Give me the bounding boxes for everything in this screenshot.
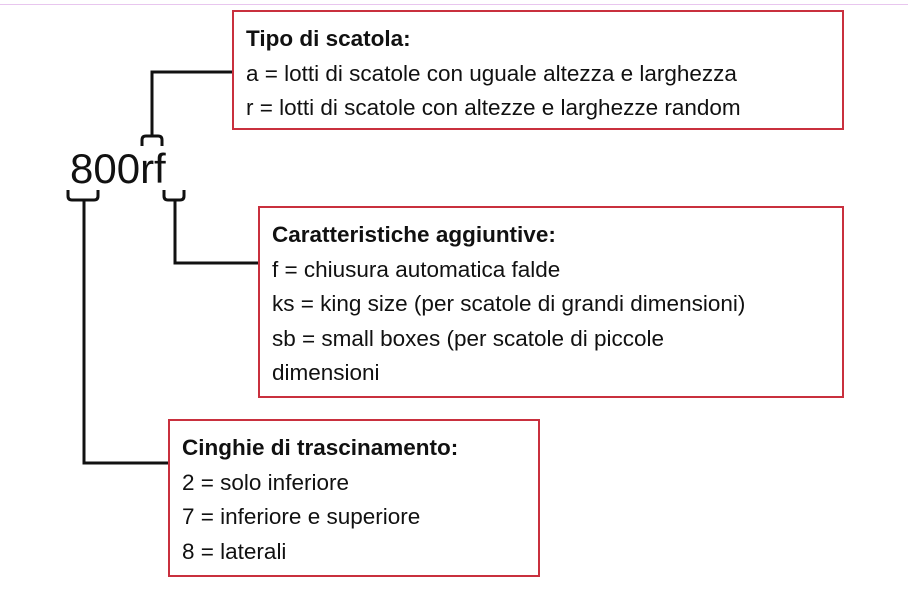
tipo-scatola-line-r: r = lotti di scatole con altezze e larghezze random (246, 95, 741, 120)
tipo-scatola-box (232, 10, 844, 130)
connector-cinghie (84, 200, 168, 463)
connector-tipo (152, 72, 232, 136)
cinghie-line-7: 7 = inferiore e superiore (182, 504, 421, 529)
cinghie-title: Cinghie di trascinamento: (182, 435, 459, 460)
caratteristiche-line-sb-cont: dimensioni (272, 360, 380, 385)
connector-caratteristiche (175, 200, 258, 263)
caratteristiche-line-sb: sb = small boxes (per scatole di piccole (272, 325, 665, 351)
caratteristiche-line-f: f = chiusura automatica falde (272, 256, 561, 282)
tipo-scatola-title: Tipo di scatola: (246, 26, 411, 51)
caratteristiche-title: Caratteristiche aggiuntive: (272, 222, 556, 247)
brace-f (164, 190, 184, 200)
model-code: 800rf (70, 145, 166, 192)
cinghie-line-8: 8 = laterali (182, 538, 287, 564)
cinghie-line-2: 2 = solo inferiore (182, 469, 349, 495)
cinghie-box (168, 419, 540, 577)
caratteristiche-line-ks: ks = king size (per scatole di grandi dimensioni) (272, 291, 746, 316)
tipo-scatola-line-a: a = lotti di scatole con uguale altezza e larghezza (246, 60, 737, 86)
caratteristiche-box (258, 206, 844, 398)
